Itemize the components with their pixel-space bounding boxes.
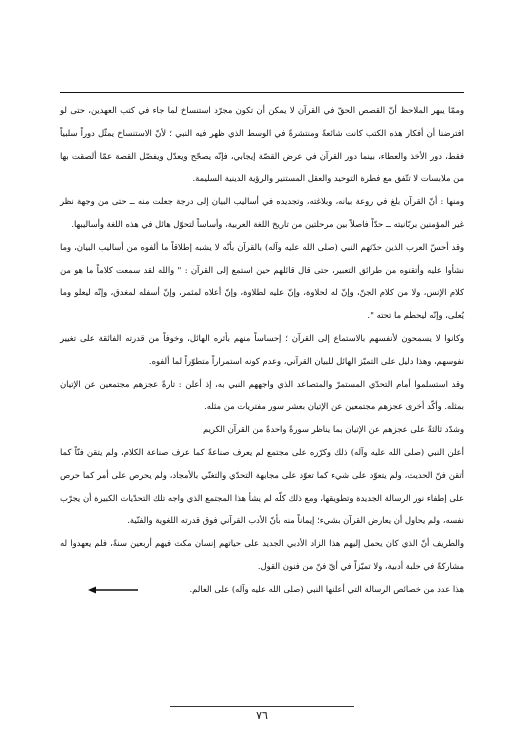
- body-text: [60, 99, 464, 601]
- paragraph: وقد استسلموا أمام التحدّي المستمرّ والمتصاعد الذي واجههم النبي به، إذ أعلن : تارةً عجزهم مجتمعين عن الإتيان بمثله. وأكّد أخرى عجزهم مجتمعين عن الإتيان بعشر سور مفتريات من مثله.: [60, 378, 464, 412]
- closing-line: هذا عدد من خصائص الرسالة التي أعلنها النبي (صلى الله عليه وآله) على العالم.: [189, 583, 464, 594]
- paragraph: ومنها : أنّ القرآن بلغ في روعة بيانه، وبلاغته، وتجديده في أساليب البيان إلى درجة جعلت منه ــ حتى من وجهة نظر غير المؤمنين بربّانيته ــ حدّاً فاصلاً بين مرحلتين من تاريخ اللغة العربية، وأساساً لتحوّل هائل في هذه اللغة وأساليبها.: [60, 196, 464, 229]
- page-number: ٧٦: [256, 709, 268, 722]
- paragraph: والطريف أنّ الذي كان يحمل إليهم هذا الزاد الأدبي الجديد على حياتهم إنسان مكث فيهم أربعين سنةً، فلم يعهدوا له مشاركةً في حلبة أدبية، ولا تميّزاً في أيّ فنّ من فنون القول.: [60, 538, 464, 571]
- arrow-left-icon: [88, 586, 138, 594]
- paragraph: وممّا يبهر الملاحظ أنّ القصص الحقّ في القرآن لا يمكن أن تكون مجرّد استنساخ لما جاء في كتب العهدين، حتى لو افترضنا أن أفكار هذه الكتب كانت شائعةً ومنتشرةً في الوسط الذي ظهر فيه النبي ؛ لأنّ الاستنساخ يمثّل دوراً سلبياً فقط، دور الأخذ والعطاء، بينما دور القرآن في عرض القصّة إيجابي، فإنّه يصحّح ويعدّل ويفصّل القصة عمّا ألصقت بها من ملابسات لا تتّفق مع فطرة التوحيد والعقل المستنير والرؤية الدينية السليمة.: [60, 105, 464, 184]
- footer-rule: [170, 706, 354, 707]
- paragraph: وقد أحسّ العرب الذين حدّثهم النبي (صلى الله عليه وآله) بالقرآن بأنّه لا يشبه إطلاقاً ما ألفوه من أساليب البيان، وما نشأوا عليه وأتقنوه من طرائق التعبير، حتى قال قائلهم حين استمع إلى القرآن : " والله لقد سمعت كلاماً ما هو من كلام الإنس، ولا من كلام الجنّ، وإنّ له لحلاوة، وإنّ عليه لطلاوة، وإنّ أعلاه لمثمر، وإنّ أسفله لمغدق، وإنّه ليعلو وما يُعلى، وإنّه ليحطم ما تحته ".: [60, 241, 464, 321]
- paragraph: وشدّد ثالثةً على عجزهم عن الإتيان بما يناظر سورةً واحدةً من القرآن الكريم: [202, 424, 464, 435]
- closing-line-row: [60, 578, 464, 601]
- paragraph: أعلن النبي (صلى الله عليه وآله) ذلك وكرّره على مجتمع لم يعرف صناعةً كما عرف صناعة الكلام، ولم يتقن فنّاً كما أتقن فنّ الحديث، ولم يتعوّد على شيء كما تعوّد على مجابهة التحدّي والتغنّي بالأمجاد، ولم يحرص على أمر كما حرص على إطفاء نور الرسالة الجديدة وتطويقها، ومع ذلك كلّه لم يشأ هذا المجتمع الذي واجه تلك التحدّيات الكبيرة أن يجرّب نفسه، ولم يحاول أن يعارض القرآن بشيء؛ إيماناً منه بأنّ الأدب القرآني فوق قدرته اللغوية والفنّية.: [60, 446, 464, 526]
- paragraph: وكانوا لا يسمحون لأنفسهم بالاستماع إلى القرآن ؛ إحساساً منهم بأثره الهائل، وخوفاً من قدرته الفائقة على تغيير نفوسهم، وهذا دليل على التميّز الهائل للبيان القرآني، وعدم كونه استمراراً متطوّراً لما ألفوه.: [60, 332, 464, 366]
- top-rule: [60, 92, 464, 93]
